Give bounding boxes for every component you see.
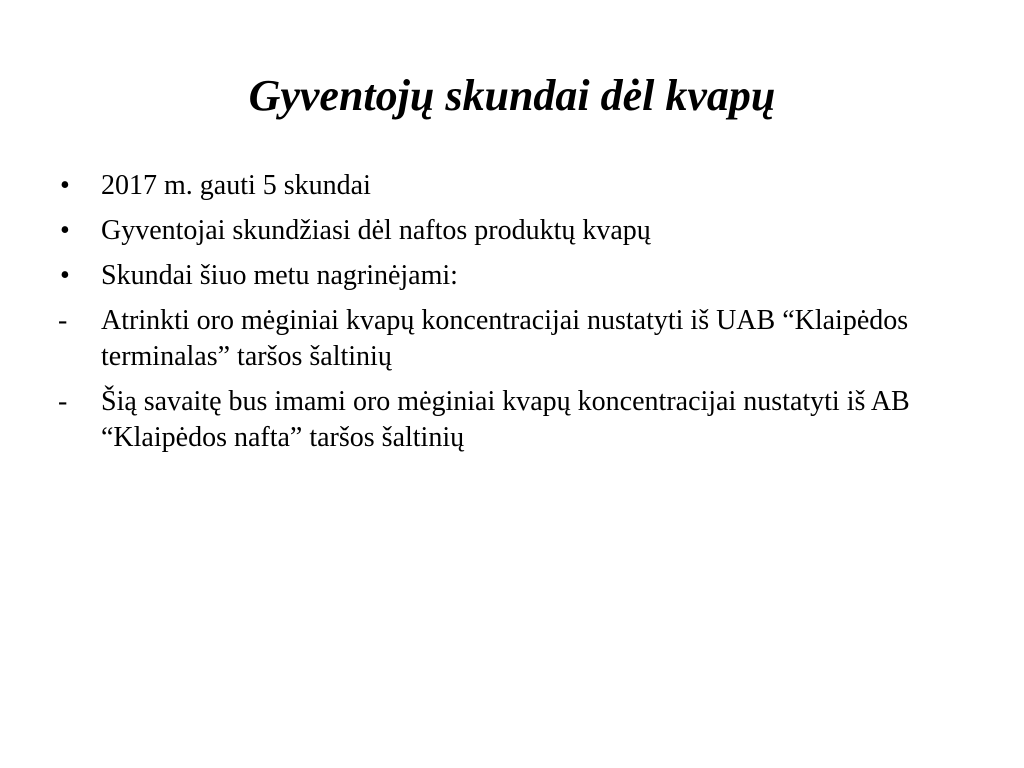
dash-marker: - bbox=[58, 386, 68, 417]
list-item-text: 2017 m. gauti 5 skundai bbox=[101, 170, 371, 201]
bullet-marker: • bbox=[60, 215, 70, 246]
bullet-marker: • bbox=[60, 170, 70, 201]
bullet-list bbox=[56, 168, 956, 465]
list-item-text: Skundai šiuo metu nagrinėjami: bbox=[101, 260, 458, 291]
list-item bbox=[56, 213, 956, 249]
list-item bbox=[56, 258, 956, 294]
list-item-text: Gyventojai skundžiasi dėl naftos produktų kvapų bbox=[101, 215, 651, 246]
dash-marker: - bbox=[58, 305, 68, 336]
list-item bbox=[56, 168, 956, 204]
list-item bbox=[56, 303, 956, 375]
list-item-text: Šią savaitę bus imami oro mėginiai kvapų koncentracijai nustatyti iš AB “Klaipėdos nafta” taršos šaltinių bbox=[101, 386, 910, 453]
bullet-marker: • bbox=[60, 260, 70, 291]
list-item bbox=[56, 384, 956, 456]
slide-title: Gyventojų skundai dėl kvapų bbox=[248, 71, 776, 120]
list-item-text: Atrinkti oro mėginiai kvapų koncentracijai nustatyti iš UAB “Klaipėdos terminalas” taršos šaltinių bbox=[101, 305, 909, 372]
